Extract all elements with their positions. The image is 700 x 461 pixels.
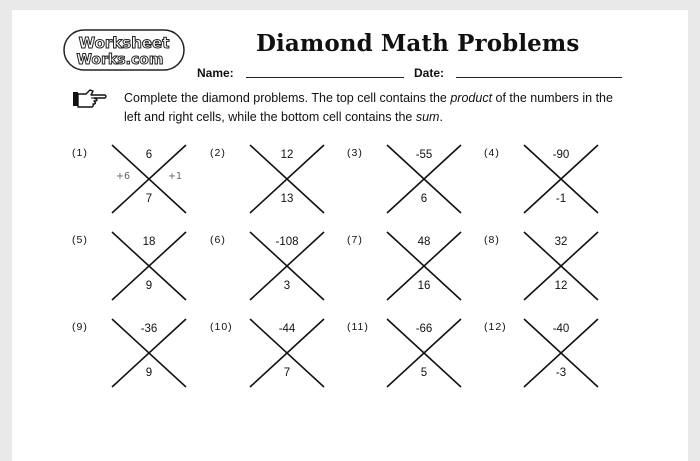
name-label: Name: bbox=[197, 66, 234, 80]
date-label: Date: bbox=[414, 66, 445, 80]
diamond-left-cell[interactable]: +6 bbox=[115, 171, 130, 182]
diamond-right-cell[interactable]: +1 bbox=[167, 171, 182, 182]
diamond-top-cell[interactable]: -90 bbox=[552, 149, 570, 161]
problem-number: (8) bbox=[484, 234, 500, 246]
diamond-problem bbox=[484, 317, 614, 395]
name-field[interactable] bbox=[246, 77, 404, 78]
problem-number: (4) bbox=[484, 147, 500, 159]
diamond-bottom-cell[interactable]: 7 bbox=[283, 367, 291, 379]
problem-number: (3) bbox=[347, 147, 363, 159]
diamond-problem bbox=[72, 143, 202, 221]
diamond-problem bbox=[347, 230, 477, 308]
diamond-bottom-cell[interactable]: 16 bbox=[417, 280, 431, 292]
problem-number: (1) bbox=[72, 147, 88, 159]
diamond-problem bbox=[210, 143, 340, 221]
diamond-bottom-cell[interactable]: 9 bbox=[145, 367, 153, 379]
problem-number: (7) bbox=[347, 234, 363, 246]
diamond-bottom-cell[interactable]: 5 bbox=[420, 367, 428, 379]
diamond-bottom-cell[interactable]: 12 bbox=[554, 280, 568, 292]
diamond-top-cell[interactable]: -44 bbox=[278, 323, 296, 335]
diamond-top-cell[interactable]: 48 bbox=[417, 236, 431, 248]
diamond-bottom-cell[interactable]: -1 bbox=[555, 193, 567, 205]
diamond-problem bbox=[347, 143, 477, 221]
diamond-problem bbox=[72, 230, 202, 308]
diamond-top-cell[interactable]: -108 bbox=[275, 236, 299, 248]
date-field[interactable] bbox=[456, 77, 622, 78]
problem-number: (2) bbox=[210, 147, 226, 159]
diamond-bottom-cell[interactable]: 9 bbox=[145, 280, 153, 292]
diamond-top-cell[interactable]: -36 bbox=[140, 323, 158, 335]
problem-number: (10) bbox=[210, 321, 233, 333]
logo-line2: Works.com bbox=[76, 52, 164, 68]
diamond-top-cell[interactable]: -40 bbox=[552, 323, 570, 335]
diamond-top-cell[interactable]: 18 bbox=[142, 236, 156, 248]
diamond-bottom-cell[interactable]: 7 bbox=[145, 193, 153, 205]
page-title: Diamond Math Problems bbox=[256, 30, 580, 57]
diamond-problem bbox=[347, 317, 477, 395]
diamond-top-cell[interactable]: -66 bbox=[415, 323, 433, 335]
diamond-top-cell[interactable]: -55 bbox=[415, 149, 433, 161]
diamond-problem bbox=[210, 317, 340, 395]
diamond-top-cell[interactable]: 12 bbox=[280, 149, 294, 161]
diamond-problem bbox=[72, 317, 202, 395]
diamond-top-cell[interactable]: 32 bbox=[554, 236, 568, 248]
problem-number: (11) bbox=[347, 321, 369, 333]
diamond-bottom-cell[interactable]: 13 bbox=[280, 193, 294, 205]
problem-number: (5) bbox=[72, 234, 88, 246]
worksheetworks-logo bbox=[62, 28, 188, 74]
diamond-problem bbox=[484, 143, 614, 221]
problem-number: (9) bbox=[72, 321, 88, 333]
problem-number: (6) bbox=[210, 234, 226, 246]
diamond-top-cell[interactable]: 6 bbox=[145, 149, 153, 161]
pointing-hand-icon bbox=[72, 88, 108, 110]
diamond-problem bbox=[210, 230, 340, 308]
diamond-problem bbox=[484, 230, 614, 308]
diamond-bottom-cell[interactable]: 6 bbox=[420, 193, 428, 205]
logo-line1: Worksheet bbox=[78, 34, 170, 52]
instructions-text: Complete the diamond problems. The top cell contains the product of the numbers in the left and right cells, while the bottom cell contains the sum. bbox=[124, 91, 613, 124]
problem-number: (12) bbox=[484, 321, 507, 333]
diamond-bottom-cell[interactable]: 3 bbox=[283, 280, 291, 292]
diamond-bottom-cell[interactable]: -3 bbox=[555, 367, 567, 379]
